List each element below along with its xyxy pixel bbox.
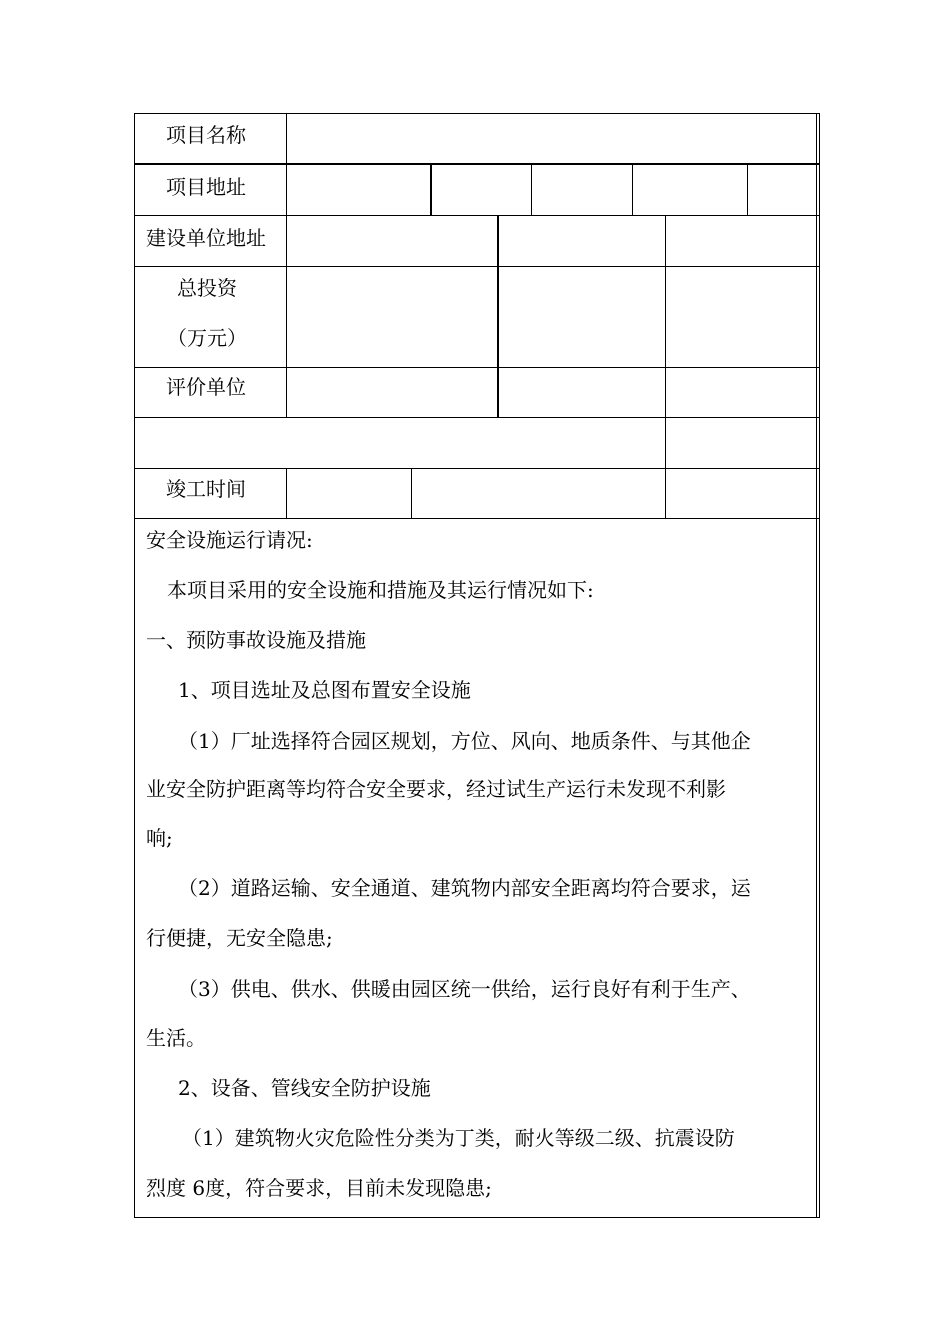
cell-divider — [665, 215, 666, 518]
item-1-1-line1: （1）厂址选择符合园区规划，方位、风向、地质条件、与其他企 — [178, 729, 751, 753]
subsection-2-title: 2、设备、管线安全防护设施 — [178, 1076, 431, 1100]
builder-address-label: 建设单位地址 — [146, 226, 266, 250]
item-2-1-line2: 烈度 6度，符合要求，目前未发现隐患; — [146, 1176, 492, 1200]
cell-divider — [747, 164, 748, 215]
row6-gap — [286, 418, 287, 468]
row-divider — [134, 417, 820, 418]
row-divider — [134, 367, 820, 368]
total-investment-label: 总投资 — [177, 276, 237, 300]
cell-divider — [497, 215, 499, 417]
safety-facility-form — [134, 113, 820, 1218]
item-1-2-line2: 行便捷，无安全隐患; — [146, 926, 333, 950]
row-divider — [134, 518, 820, 519]
item-1-2-line1: （2）道路运输、安全通道、建筑物内部安全距离均符合要求，运 — [178, 876, 751, 900]
item-2-1-line1: （1）建筑物火灾危险性分类为丁类，耐火等级二级、抗震设防 — [182, 1126, 735, 1150]
row-divider — [134, 215, 820, 216]
row-divider — [134, 163, 820, 165]
cell-divider — [430, 164, 432, 215]
total-investment-unit-label: （万元） — [167, 326, 247, 350]
item-1-3-line1: （3）供电、供水、供暖由园区统一供给，运行良好有利于生产、 — [178, 977, 751, 1001]
row-divider — [134, 468, 820, 469]
section-1-title: 一、预防事故设施及措施 — [146, 628, 366, 652]
cell-divider — [411, 468, 412, 518]
project-name-label: 项目名称 — [166, 123, 246, 147]
project-address-label: 项目地址 — [166, 175, 246, 199]
row-divider — [134, 266, 820, 267]
table-double-right-border — [816, 113, 817, 1218]
cell-divider — [531, 164, 532, 215]
section-heading: 安全设施运行请况: — [146, 528, 313, 552]
evaluation-unit-label: 评价单位 — [166, 375, 246, 399]
item-1-1-line3: 响; — [146, 826, 173, 850]
cell-divider — [632, 164, 633, 215]
subsection-1-title: 1、项目选址及总图布置安全设施 — [178, 678, 471, 702]
completion-time-label: 竣工时间 — [166, 477, 246, 501]
item-1-3-line2: 生活。 — [146, 1026, 206, 1050]
intro-paragraph: 本项目采用的安全设施和措施及其运行情况如下: — [167, 578, 594, 602]
item-1-1-line2: 业安全防护距离等均符合安全要求，经过试生产运行未发现不利影 — [146, 777, 726, 801]
